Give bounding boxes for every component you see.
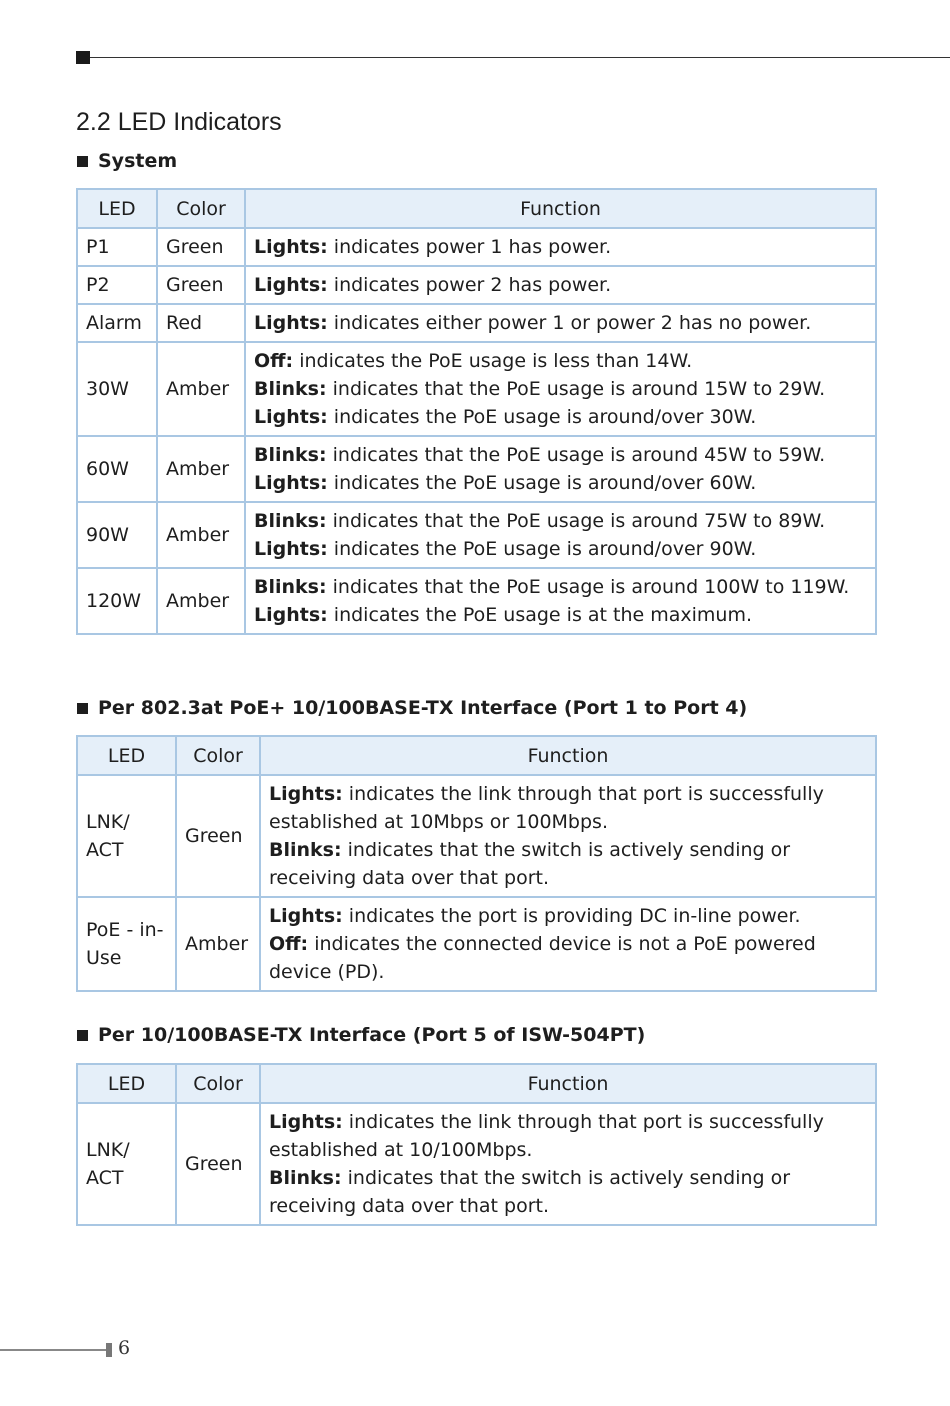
- led-table-port5: [76, 1063, 877, 1226]
- function-cell: [260, 1103, 876, 1225]
- state-label: Lights:: [254, 274, 328, 296]
- function-line: [269, 1164, 867, 1220]
- function-line: [254, 347, 867, 375]
- function-cell: [260, 775, 876, 897]
- state-label: Lights:: [254, 472, 328, 494]
- state-description: indicates the PoE usage is less than 14W.: [293, 350, 693, 372]
- table-row: [77, 228, 876, 266]
- function-cell: [245, 266, 876, 304]
- table-row: [77, 897, 876, 991]
- subhead-system: [77, 150, 177, 172]
- function-line: [254, 309, 867, 337]
- state-description: indicates the connected device is not a PoE powered device (PD).: [269, 933, 816, 983]
- state-label: Lights:: [254, 604, 328, 626]
- function-cell: [245, 304, 876, 342]
- led-cell: 90W: [77, 502, 157, 568]
- state-description: indicates that the switch is actively sending or receiving data over that port.: [269, 839, 791, 889]
- state-description: indicates that the PoE usage is around 45W to 59W.: [326, 444, 826, 466]
- col-header-led: LED: [77, 736, 176, 775]
- color-cell: Green: [176, 1103, 260, 1225]
- state-label: Lights:: [254, 406, 328, 428]
- state-label: Off:: [269, 933, 309, 955]
- state-label: Lights:: [254, 538, 328, 560]
- subhead-label: Per 10/100BASE-TX Interface (Port 5 of ISW-504PT): [98, 1024, 646, 1046]
- subhead-label: Per 802.3at PoE+ 10/100BASE-TX Interface (Port 1 to Port 4): [98, 697, 748, 719]
- square-bullet-icon: [77, 156, 88, 167]
- table-row: [77, 775, 876, 897]
- color-cell: Green: [176, 775, 260, 897]
- function-line: [254, 403, 867, 431]
- table-row: [77, 436, 876, 502]
- function-cell: [245, 502, 876, 568]
- state-description: indicates that the PoE usage is around 100W to 119W.: [326, 576, 850, 598]
- state-label: Blinks:: [254, 444, 327, 466]
- led-cell: P2: [77, 266, 157, 304]
- state-description: indicates that the switch is actively sending or receiving data over that port.: [269, 1167, 791, 1217]
- state-description: indicates either power 1 or power 2 has no power.: [327, 312, 812, 334]
- color-cell: Green: [157, 266, 245, 304]
- page-number: 6: [118, 1337, 131, 1359]
- col-header-color: Color: [176, 736, 260, 775]
- square-bullet-icon: [77, 1030, 88, 1041]
- table-header-row: [77, 1064, 876, 1103]
- state-description: indicates that the PoE usage is around 75W to 89W.: [326, 510, 826, 532]
- function-cell: [245, 436, 876, 502]
- state-description: indicates the link through that port is successfully established at 10Mbps or 100Mbps.: [269, 783, 824, 833]
- function-cell: [245, 342, 876, 436]
- table-row: [77, 502, 876, 568]
- function-line: [254, 601, 867, 629]
- led-cell: 120W: [77, 568, 157, 634]
- led-cell: 60W: [77, 436, 157, 502]
- col-header-led: LED: [77, 189, 157, 228]
- footer-marker: [106, 1343, 112, 1357]
- function-line: [254, 375, 867, 403]
- state-description: indicates the PoE usage is around/over 90W.: [327, 538, 757, 560]
- color-cell: Green: [157, 228, 245, 266]
- led-cell: Alarm: [77, 304, 157, 342]
- state-label: Lights:: [269, 783, 343, 805]
- subhead-poe-ports: [77, 697, 747, 719]
- function-line: [254, 535, 867, 563]
- state-label: Blinks:: [254, 576, 327, 598]
- state-label: Off:: [254, 350, 294, 372]
- function-line: [269, 1108, 867, 1164]
- function-line: [269, 930, 867, 986]
- color-cell: Red: [157, 304, 245, 342]
- state-label: Lights:: [269, 1111, 343, 1133]
- state-description: indicates power 2 has power.: [327, 274, 612, 296]
- table-header-row: [77, 189, 876, 228]
- function-cell: [260, 897, 876, 991]
- state-description: indicates the port is providing DC in-line power.: [342, 905, 801, 927]
- section-title: 2.2 LED Indicators: [76, 108, 282, 136]
- subhead-port5: [77, 1024, 645, 1046]
- led-cell: 30W: [77, 342, 157, 436]
- state-label: Lights:: [269, 905, 343, 927]
- state-description: indicates the PoE usage is around/over 30W.: [327, 406, 757, 428]
- col-header-function: Function: [260, 736, 876, 775]
- function-line: [269, 902, 867, 930]
- led-table-system: [76, 188, 877, 635]
- led-cell: LNK/ ACT: [77, 1103, 176, 1225]
- color-cell: Amber: [157, 342, 245, 436]
- header-rule: [76, 57, 950, 58]
- table-row: [77, 342, 876, 436]
- col-header-function: Function: [245, 189, 876, 228]
- led-cell: LNK/ ACT: [77, 775, 176, 897]
- state-label: Blinks:: [254, 510, 327, 532]
- function-line: [254, 469, 867, 497]
- state-label: Blinks:: [254, 378, 327, 400]
- col-header-function: Function: [260, 1064, 876, 1103]
- function-cell: [245, 228, 876, 266]
- table-row: [77, 568, 876, 634]
- function-line: [254, 233, 867, 261]
- state-description: indicates the link through that port is successfully established at 10/100Mbps.: [269, 1111, 824, 1161]
- state-description: indicates the PoE usage is at the maximum.: [327, 604, 753, 626]
- color-cell: Amber: [176, 897, 260, 991]
- table-row: [77, 1103, 876, 1225]
- function-line: [254, 573, 867, 601]
- col-header-led: LED: [77, 1064, 176, 1103]
- state-label: Lights:: [254, 236, 328, 258]
- function-line: [254, 507, 867, 535]
- function-cell: [245, 568, 876, 634]
- footer-rule: [0, 1349, 108, 1351]
- table-row: [77, 304, 876, 342]
- state-description: indicates the PoE usage is around/over 60W.: [327, 472, 757, 494]
- led-cell: PoE - in-Use: [77, 897, 176, 991]
- function-line: [269, 780, 867, 836]
- subhead-label: System: [98, 150, 178, 172]
- col-header-color: Color: [176, 1064, 260, 1103]
- state-description: indicates power 1 has power.: [327, 236, 612, 258]
- state-description: indicates that the PoE usage is around 15W to 29W.: [326, 378, 826, 400]
- table-row: [77, 266, 876, 304]
- function-line: [254, 441, 867, 469]
- led-table-poe-ports: [76, 735, 877, 992]
- state-label: Lights:: [254, 312, 328, 334]
- header-square-marker: [76, 51, 90, 64]
- color-cell: Amber: [157, 502, 245, 568]
- color-cell: Amber: [157, 436, 245, 502]
- square-bullet-icon: [77, 703, 88, 714]
- state-label: Blinks:: [269, 839, 342, 861]
- col-header-color: Color: [157, 189, 245, 228]
- function-line: [254, 271, 867, 299]
- function-line: [269, 836, 867, 892]
- state-label: Blinks:: [269, 1167, 342, 1189]
- color-cell: Amber: [157, 568, 245, 634]
- led-cell: P1: [77, 228, 157, 266]
- table-header-row: [77, 736, 876, 775]
